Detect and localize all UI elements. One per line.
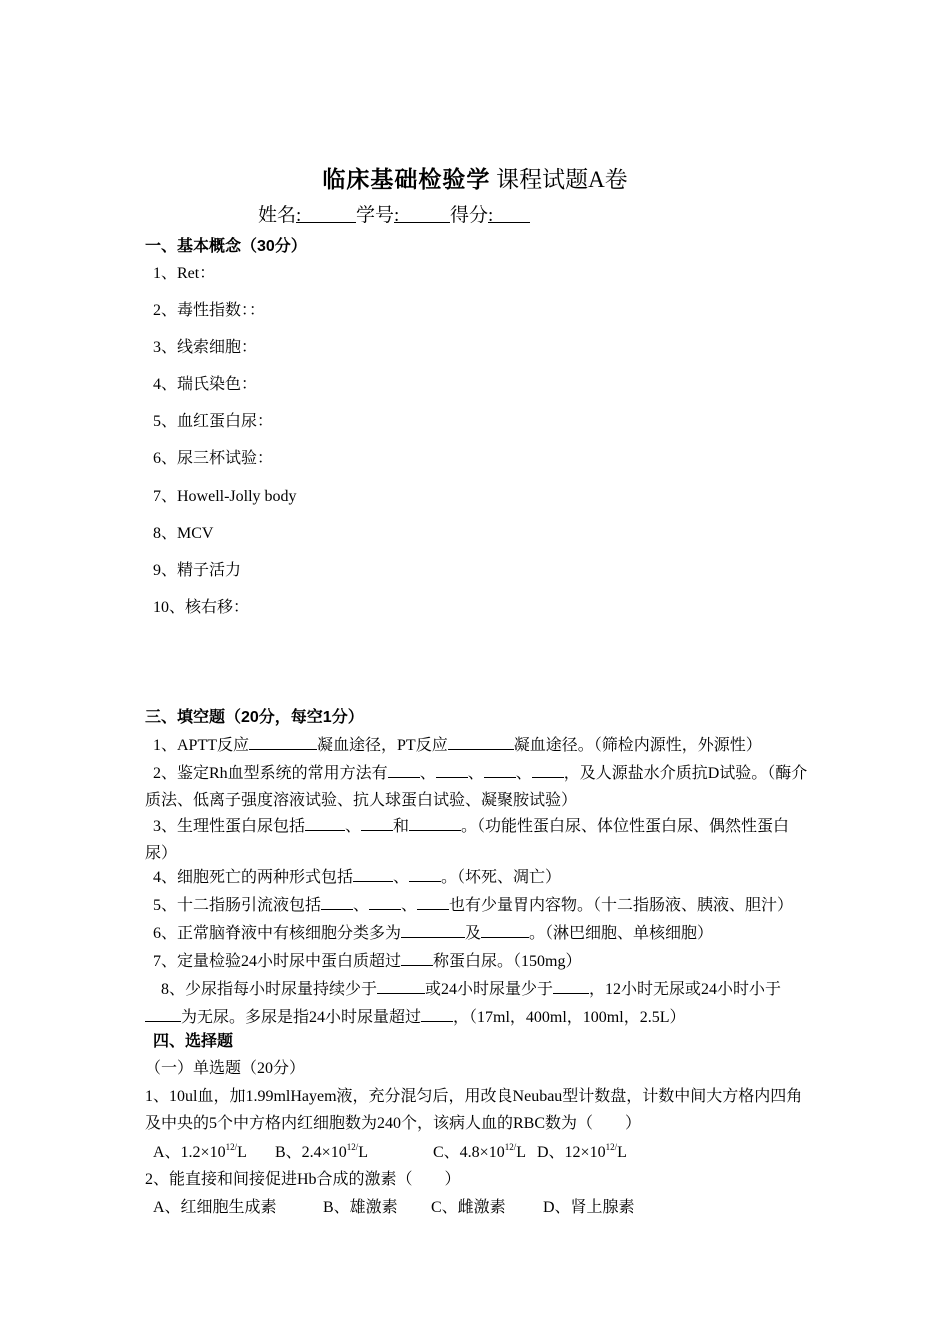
option-text: C、4.8×10: [433, 1144, 505, 1161]
fill-question-8: [145, 975, 810, 1031]
page-title: [0, 164, 950, 196]
q2-text-b: ，及人源盐水介质抗D试验。（酶介质法、低离子强度溶液试验、抗人球蛋白试验、凝聚胺试验）: [145, 765, 808, 809]
option-unit: L: [358, 1144, 368, 1161]
answer-blank[interactable]: [532, 759, 564, 778]
option-text: D、12×10: [537, 1144, 606, 1161]
fill-question-6: [145, 919, 810, 947]
concept-item: 6、尿三杯试验：: [153, 450, 274, 467]
option-b[interactable]: B、雄激素: [323, 1199, 398, 1216]
q6-text-a: 6、正常脑脊液中有核细胞分类多为: [153, 925, 402, 942]
q1-text-b: 凝血途径，PT反应: [317, 737, 448, 754]
q3-text-a: 3、生理性蛋白尿包括: [153, 818, 306, 835]
option-b[interactable]: [275, 1142, 433, 1164]
q7-text-a: 7、定量检验24小时尿中蛋白质超过: [153, 953, 402, 970]
option-a[interactable]: [153, 1142, 275, 1164]
section1-heading: 一、基本概念（30分）: [145, 238, 307, 255]
concept-item: 5、血红蛋白尿：: [153, 413, 274, 430]
separator: 、: [345, 818, 362, 835]
answer-blank[interactable]: [377, 975, 425, 994]
choice-question-2: 2、能直接和间接促进Hb合成的激素（ ）: [145, 1171, 461, 1188]
answer-blank[interactable]: [553, 975, 589, 994]
q1-text-c: 凝血途径。（筛检内源性，外源性）: [513, 737, 762, 754]
q1-text-a: 1、APTT反应: [153, 737, 250, 754]
single-choice-subheading: （一）单选题（20分）: [145, 1060, 306, 1077]
choice-q2-options: [153, 1197, 635, 1219]
score-label: 得分: [450, 205, 489, 226]
separator: 、: [515, 765, 532, 782]
option-d[interactable]: [537, 1142, 627, 1164]
option-exponent: 12/: [225, 1142, 238, 1152]
concept-item: 1、Ret：: [153, 265, 216, 282]
answer-blank[interactable]: [388, 759, 420, 778]
separator: 、: [419, 765, 436, 782]
concept-item: 4、瑞氏染色：: [153, 376, 258, 393]
title-course-name: 临床基础检验学: [322, 167, 491, 192]
option-unit: L: [617, 1144, 627, 1161]
option-a[interactable]: A、红细胞生成素: [153, 1199, 277, 1216]
choice-question-1: 1、10ul血，加1.99mlHayem液，充分混匀后，用改良Neubau型计数盘，计数中间大方格内四角及中央的5个中方格内红细胞数为240个，该病人血的RBC数为（ ）: [145, 1088, 803, 1132]
concept-item: 10、核右移：: [153, 599, 250, 616]
q8-text-b: 或24小时尿量少于: [425, 981, 554, 998]
id-label: 学号: [356, 205, 395, 226]
name-blank: :: [296, 202, 356, 223]
answer-blank[interactable]: [436, 759, 468, 778]
score-blank: :: [488, 202, 530, 223]
fill-question-3: [145, 812, 810, 867]
answer-blank[interactable]: [401, 919, 465, 938]
option-exponent: 12/: [504, 1142, 517, 1152]
q8-text-d: 为无尿。多尿是指24小时尿量超过: [181, 1009, 422, 1026]
concept-item: 8、MCV: [153, 525, 214, 542]
answer-blank[interactable]: [321, 891, 353, 910]
q3-text-b: 。（功能性蛋白尿、体位性蛋白尿、偶然性蛋白尿）: [145, 818, 790, 862]
q7-text-b: 称蛋白尿。（150mg）: [433, 953, 582, 970]
answer-blank[interactable]: [369, 891, 401, 910]
option-text: A、1.2×10: [153, 1144, 226, 1161]
option-exponent: 12/: [346, 1142, 359, 1152]
section4-heading: 四、选择题: [153, 1033, 234, 1050]
choice-q1-options: [153, 1142, 627, 1164]
option-c[interactable]: C、雌激素: [431, 1199, 506, 1216]
answer-blank[interactable]: [421, 1003, 453, 1022]
answer-blank[interactable]: [484, 759, 516, 778]
answer-blank[interactable]: [361, 812, 393, 831]
answer-blank[interactable]: [448, 731, 514, 750]
option-exponent: 12/: [605, 1142, 618, 1152]
answer-blank[interactable]: [409, 812, 461, 831]
option-text: B、2.4×10: [275, 1144, 347, 1161]
separator: 、: [353, 897, 370, 914]
concept-item: 2、毒性指数：：: [153, 302, 266, 319]
separator: 、: [393, 869, 410, 886]
section3-heading: 三、填空题（20分，每空1分）: [145, 709, 364, 726]
answer-blank[interactable]: [409, 863, 441, 882]
option-unit: L: [237, 1144, 247, 1161]
fill-question-1: [145, 731, 810, 759]
answer-blank[interactable]: [305, 812, 345, 831]
answer-blank[interactable]: [417, 891, 449, 910]
title-paper-name: 课程试题A卷: [490, 167, 628, 192]
q8-text-c: ，12小时无尿或24小时小于: [589, 981, 782, 998]
id-blank: :: [394, 202, 450, 223]
answer-blank[interactable]: [249, 731, 317, 750]
concept-item: 9、精子活力: [153, 562, 242, 579]
answer-blank[interactable]: [481, 919, 529, 938]
q8-text-e: ，（17ml，400ml，100ml，2.5L）: [453, 1009, 686, 1026]
fill-question-4: [145, 863, 810, 891]
conjunction: 及: [465, 925, 482, 942]
q2-text-a: 2、鉴定Rh血型系统的常用方法有: [153, 765, 388, 782]
option-d[interactable]: D、肾上腺素: [543, 1199, 635, 1216]
student-info-line: [258, 202, 530, 230]
name-label: 姓名: [258, 205, 297, 226]
separator: 、: [401, 897, 418, 914]
fill-question-7: [145, 947, 810, 975]
q4-text-a: 4、细胞死亡的两种形式包括: [153, 869, 354, 886]
answer-blank[interactable]: [145, 1003, 181, 1022]
option-unit: L: [516, 1144, 526, 1161]
answer-blank[interactable]: [353, 863, 393, 882]
fill-question-5: [145, 891, 810, 919]
separator: 、: [467, 765, 484, 782]
q4-text-b: 。（坏死、凋亡）: [441, 869, 562, 886]
q8-text-a: 8、少尿指每小时尿量持续少于: [161, 981, 378, 998]
q6-text-b: 。（淋巴细胞、单核细胞）: [529, 925, 714, 942]
concept-item: 7、Howell-Jolly body: [153, 488, 297, 505]
option-c[interactable]: [433, 1142, 537, 1164]
fill-question-2: [145, 759, 810, 814]
q5-text-a: 5、十二指肠引流液包括: [153, 897, 322, 914]
conjunction: 和: [393, 818, 410, 835]
q5-text-b: 也有少量胃内容物。（十二指肠液、胰液、胆汁）: [449, 897, 794, 914]
concept-item: 3、线索细胞：: [153, 339, 258, 356]
answer-blank[interactable]: [401, 947, 433, 966]
